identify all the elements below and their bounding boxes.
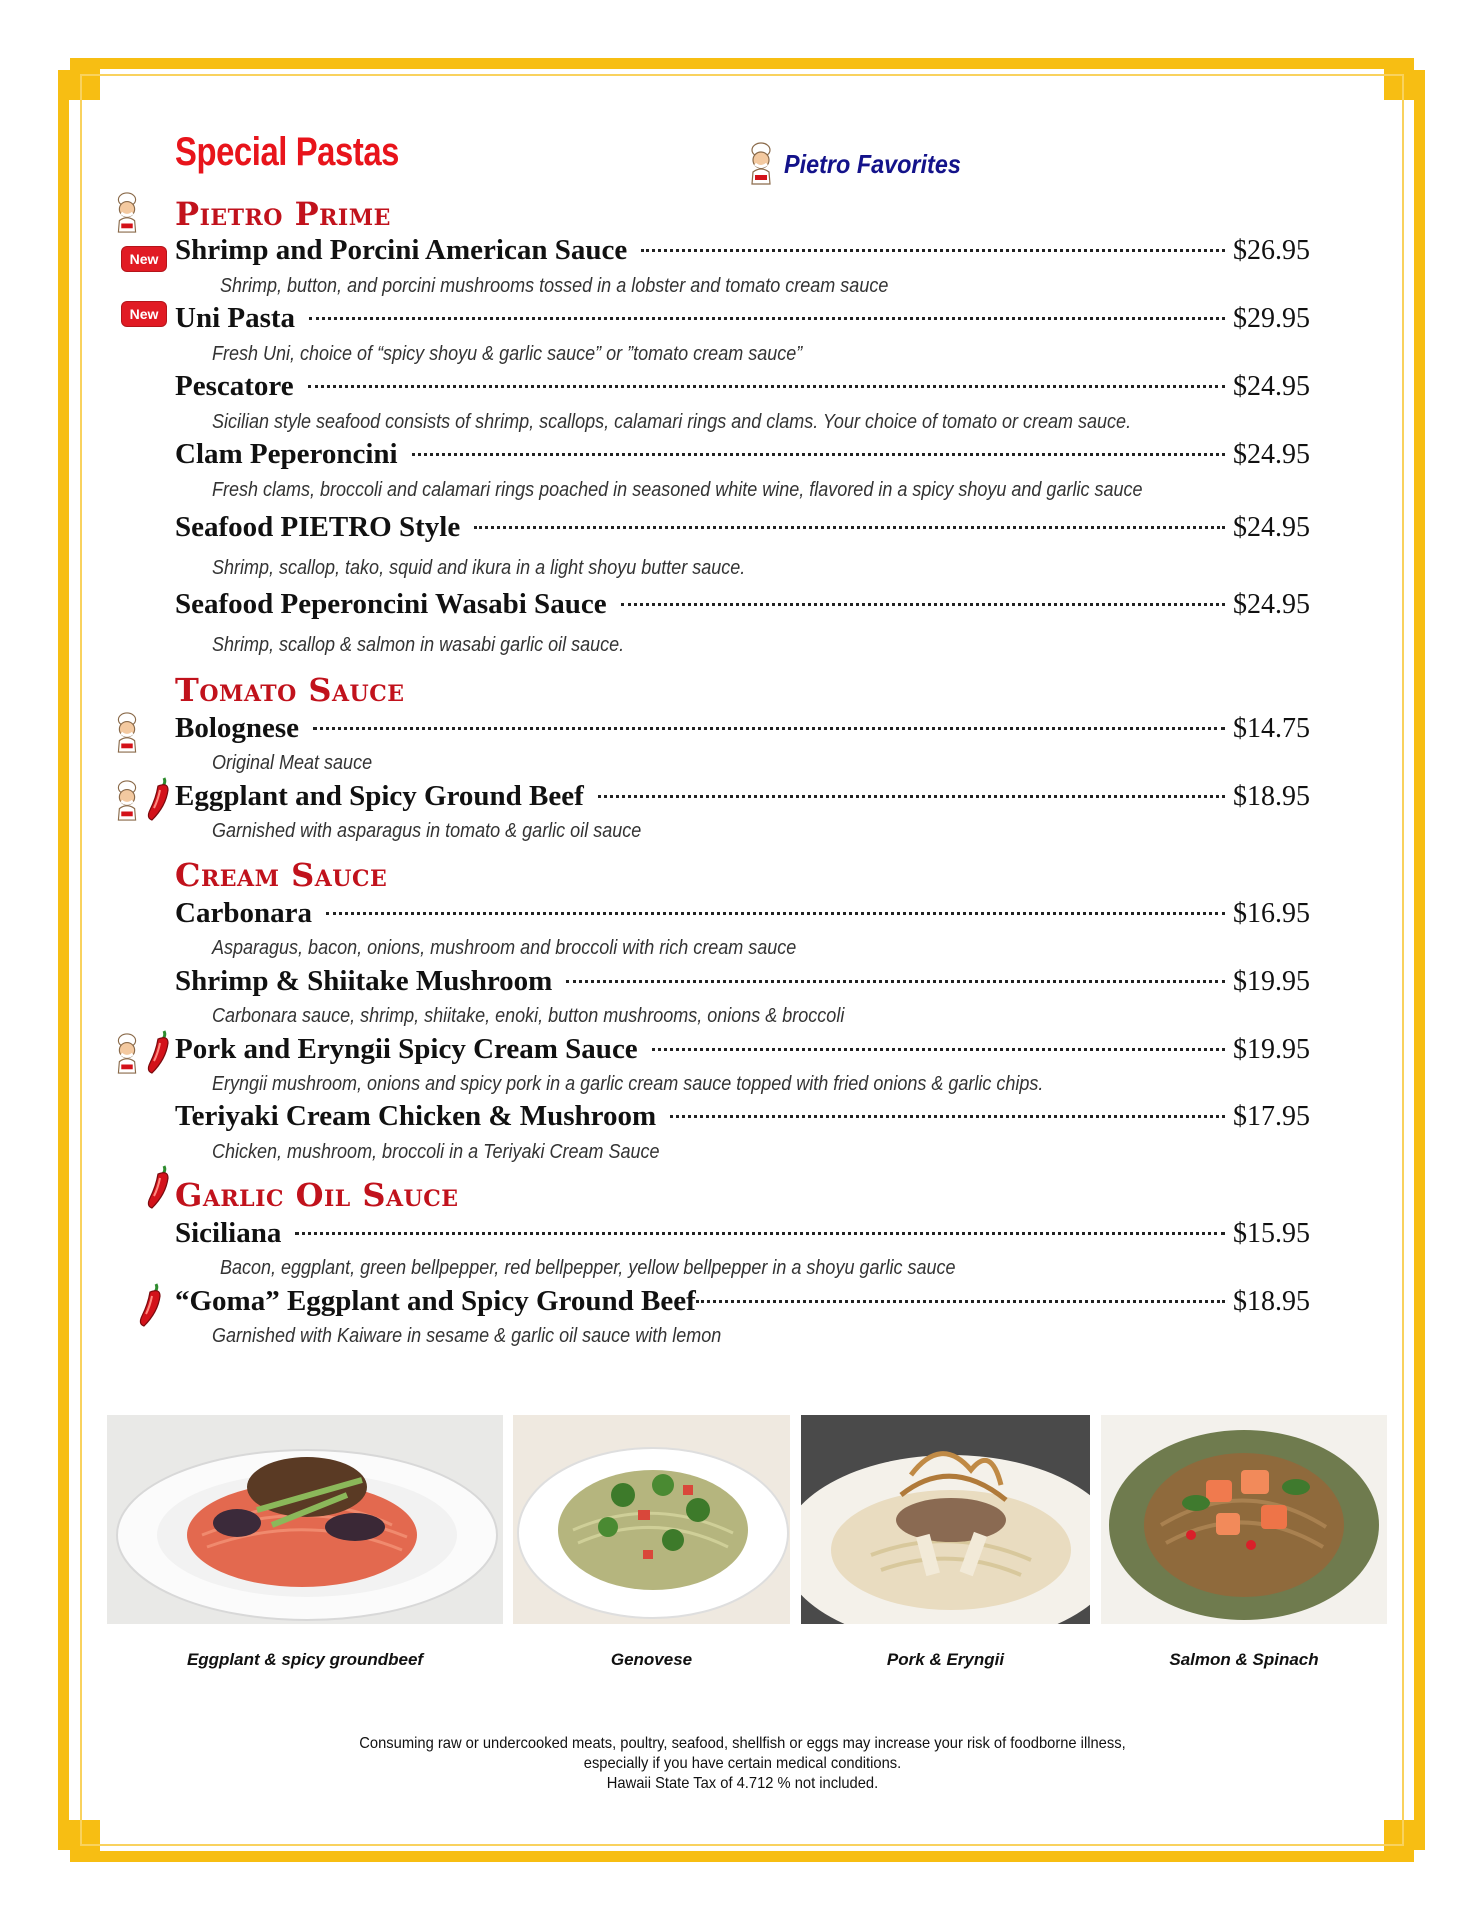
item-name: Bolognese (175, 712, 300, 744)
disclaimer-line: especially if you have certain medical conditions. (583, 1755, 902, 1772)
menu-item-pork-eryngii (175, 1033, 1310, 1073)
section-heading-pietro-prime: Pietro Prime (175, 195, 391, 233)
item-description: Carbonara sauce, shrimp, shiitake, enoki, button mushrooms, onions & broccoli (212, 1005, 845, 1027)
item-description: Fresh Uni, choice of “spicy shoyu & garlic sauce” or ”tomato cream sauce” (212, 343, 803, 365)
menu-item-pescatore (175, 370, 1310, 410)
chef-icon (112, 1033, 142, 1075)
item-price: $24.95 (1233, 439, 1310, 470)
item-name: Pork and Eryngii Spicy Cream Sauce (175, 1033, 638, 1065)
item-name: Pescatore (175, 370, 294, 402)
item-description: Fresh clams, broccoli and calamari rings poached in seasoned white wine, flavored in a spicy shoyu and garlic sauce (212, 479, 1143, 501)
page-title: Special Pastas (175, 130, 400, 174)
favorites-label: Pietro Favorites (784, 148, 961, 179)
dot-leader (308, 385, 1225, 388)
pork-eryngii-pasta-photo-icon (801, 1415, 1090, 1624)
item-description: Garnished with asparagus in tomato & garlic oil sauce (212, 820, 642, 842)
menu-item-shrimp-shiitake (175, 965, 1310, 1005)
item-price: $24.95 (1233, 589, 1310, 620)
item-description: Shrimp, scallop & salmon in wasabi garlic oil sauce. (212, 634, 625, 656)
menu-item-uni-pasta (175, 302, 1310, 342)
disclaimer (250, 1734, 1235, 1794)
item-description: Chicken, mushroom, broccoli in a Teriyaki Cream Sauce (212, 1141, 660, 1163)
menu-item-shrimp-porcini (175, 234, 1310, 274)
menu-item-clam-peperoncini (175, 438, 1310, 478)
photo-pork-eryngii-pasta (801, 1415, 1090, 1624)
dot-leader (412, 453, 1225, 456)
item-name: Teriyaki Cream Chicken & Mushroom (175, 1100, 657, 1132)
dot-leader (598, 795, 1225, 798)
dot-leader (670, 1115, 1225, 1118)
menu-item-seafood-wasabi (175, 588, 1310, 628)
item-name: Eggplant and Spicy Ground Beef (175, 780, 584, 812)
item-price: $14.75 (1233, 713, 1310, 744)
salmon-spinach-pasta-photo-icon (1101, 1415, 1387, 1624)
chef-icon (112, 192, 142, 234)
item-price: $29.95 (1233, 303, 1310, 334)
item-price: $19.95 (1233, 966, 1310, 997)
dot-leader (295, 1232, 1225, 1235)
photo-eggplant-pasta (107, 1415, 503, 1624)
genovese-pasta-photo-icon (513, 1415, 790, 1624)
item-name: Seafood Peperoncini Wasabi Sauce (175, 588, 607, 620)
chili-pepper-icon (144, 1029, 174, 1075)
dot-leader (696, 1300, 1225, 1303)
chef-icon (746, 142, 776, 186)
eggplant-pasta-photo-icon (107, 1415, 503, 1624)
item-description: Shrimp, scallop, tako, squid and ikura in a light shoyu butter sauce. (212, 557, 746, 579)
border-top (100, 58, 1384, 69)
dot-leader (326, 912, 1225, 915)
chef-icon (112, 712, 142, 754)
chili-pepper-icon (144, 776, 174, 822)
menu-item-carbonara (175, 897, 1310, 937)
photo-caption: Eggplant & spicy groundbeef (186, 1650, 424, 1669)
item-price: $18.95 (1233, 781, 1310, 812)
section-heading-cream-sauce: Cream Sauce (175, 856, 388, 894)
item-price: $24.95 (1233, 512, 1310, 543)
border-right (1414, 100, 1425, 1820)
item-description: Bacon, eggplant, green bellpepper, red bellpepper, yellow bellpepper in a shoyu garlic sauce (220, 1257, 956, 1279)
chili-pepper-icon (144, 1164, 174, 1210)
item-price: $16.95 (1233, 898, 1310, 929)
item-name: Shrimp and Porcini American Sauce (175, 234, 628, 266)
item-name: Shrimp & Shiitake Mushroom (175, 965, 553, 997)
menu-item-eggplant-beef (175, 780, 1310, 820)
dot-leader (309, 317, 1225, 320)
item-name: Seafood PIETRO Style (175, 511, 461, 543)
border-left (58, 100, 69, 1820)
menu-item-siciliana (175, 1217, 1310, 1257)
tax-note: Hawaii State Tax of 4.712 % not included. (606, 1775, 879, 1792)
item-description: Eryngii mushroom, onions and spicy pork in a garlic cream sauce topped with fried onions & garlic chips. (212, 1073, 1044, 1095)
section-heading-tomato-sauce: Tomato Sauce (175, 671, 405, 709)
item-price: $17.95 (1233, 1101, 1310, 1132)
dot-leader (641, 249, 1225, 252)
menu-item-teriyaki-chicken (175, 1100, 1310, 1140)
disclaimer-line: Consuming raw or undercooked meats, poultry, seafood, shellfish or eggs may increase your risk of foodborne illness, (359, 1735, 1126, 1752)
border-bottom (100, 1851, 1384, 1862)
item-price: $24.95 (1233, 371, 1310, 402)
menu-item-seafood-pietro (175, 511, 1310, 551)
item-description: Sicilian style seafood consists of shrimp, scallops, calamari rings and clams. Your choice of tomato or cream sauce. (212, 411, 1132, 433)
dot-leader (652, 1048, 1225, 1051)
dot-leader (474, 526, 1225, 529)
menu-item-goma-eggplant (175, 1285, 1310, 1325)
item-description: Garnished with Kaiware in sesame & garlic oil sauce with lemon (212, 1325, 722, 1347)
item-description: Asparagus, bacon, onions, mushroom and broccoli with rich cream sauce (212, 937, 797, 959)
chef-icon (112, 780, 142, 822)
chili-pepper-icon (136, 1282, 166, 1328)
dot-leader (621, 603, 1225, 606)
dot-leader (566, 980, 1225, 983)
new-badge: New (122, 302, 166, 326)
photo-salmon-spinach-pasta (1101, 1415, 1387, 1624)
item-description: Original Meat sauce (212, 752, 373, 774)
item-name: “Goma” Eggplant and Spicy Ground Beef (175, 1285, 696, 1317)
item-price: $26.95 (1233, 235, 1310, 266)
photo-caption: Genovese (610, 1650, 693, 1669)
item-name: Clam Peperoncini (175, 438, 398, 470)
item-price: $19.95 (1233, 1034, 1310, 1065)
item-description: Shrimp, button, and porcini mushrooms tossed in a lobster and tomato cream sauce (220, 275, 889, 297)
photo-caption: Pork & Eryngii (886, 1650, 1005, 1669)
section-heading-garlic-oil: Garlic Oil Sauce (175, 1176, 459, 1214)
item-name: Siciliana (175, 1217, 282, 1249)
menu-item-bolognese (175, 712, 1310, 752)
item-name: Uni Pasta (175, 302, 296, 334)
dot-leader (313, 727, 1225, 730)
item-name: Carbonara (175, 897, 312, 929)
favorites-legend (746, 142, 981, 186)
photo-genovese-pasta (513, 1415, 790, 1624)
photo-caption: Salmon & Spinach (1169, 1650, 1319, 1669)
item-price: $15.95 (1233, 1218, 1310, 1249)
item-price: $18.95 (1233, 1286, 1310, 1317)
new-badge: New (122, 247, 166, 271)
